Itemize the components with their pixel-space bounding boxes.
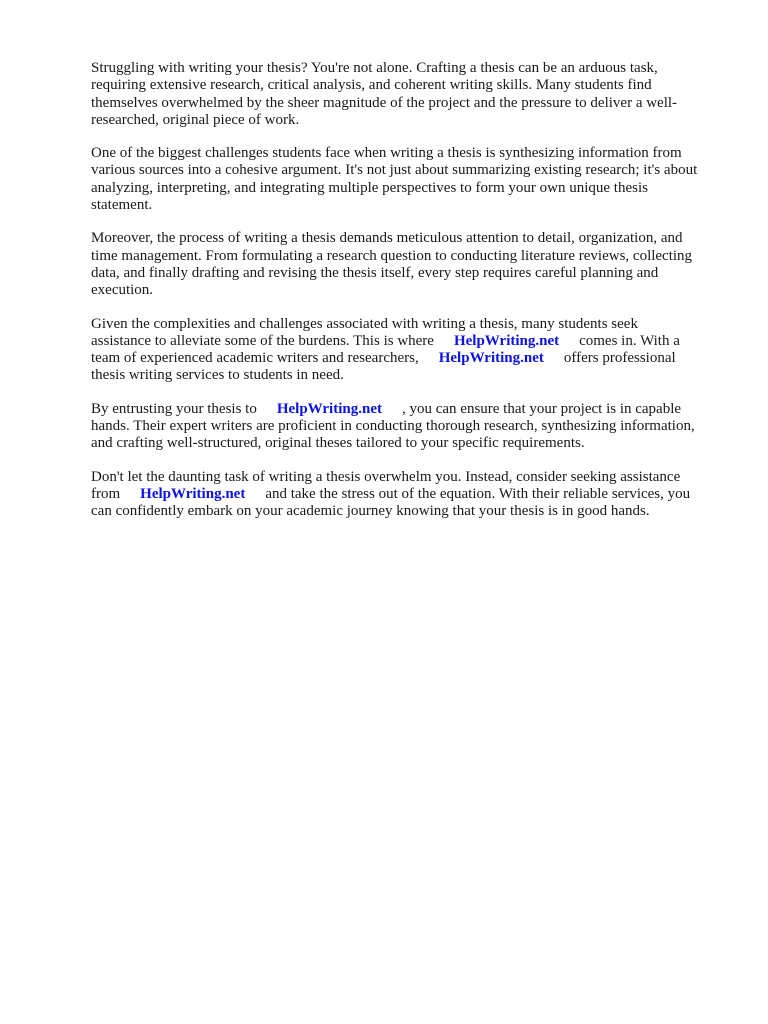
text-line: can confidently embark on your academic journey knowing that your thesis is in good hands. <box>91 503 650 520</box>
paragraph-solution <box>91 316 731 385</box>
helpwriting-link[interactable]: HelpWriting.net <box>276 400 382 417</box>
text-line <box>91 486 731 503</box>
text-line <box>91 333 731 350</box>
text-line <box>91 350 731 367</box>
text-line: hands. Their expert writers are proficient in conducting thorough research, synthesizing information, <box>91 418 695 435</box>
text-line: execution. <box>91 282 154 299</box>
paragraph-intro <box>91 60 731 129</box>
helpwriting-link[interactable]: HelpWriting.net <box>140 485 246 502</box>
paragraph-closing <box>91 469 731 521</box>
helpwriting-link[interactable]: HelpWriting.net <box>438 350 544 367</box>
text-segment: offers professional <box>563 350 676 367</box>
text-line: Given the complexities and challenges associated with writing a thesis, many students seek <box>91 315 638 332</box>
text-segment: assistance to alleviate some of the burdens. This is where <box>91 332 434 349</box>
text-segment: comes in. With a <box>579 332 680 349</box>
document-page <box>91 60 731 537</box>
paragraph-process <box>91 230 731 299</box>
text-segment: , you can ensure that your project is in capable <box>401 400 682 417</box>
text-segment: team of experienced academic writers and researchers, <box>91 350 419 367</box>
text-line: analyzing, interpreting, and integrating multiple perspectives to form your own unique thesis <box>91 179 648 196</box>
text-line: Moreover, the process of writing a thesis demands meticulous attention to detail, organization, and <box>91 230 683 247</box>
text-line: Don't let the daunting task of writing a thesis overwhelm you. Instead, consider seeking assistance <box>91 468 681 485</box>
text-line: researched, original piece of work. <box>91 111 300 128</box>
text-line: various sources into a cohesive argument. It's not just about summarizing existing research; it's about <box>91 162 698 179</box>
paragraph-challenges <box>91 145 731 214</box>
text-segment: By entrusting your thesis to <box>91 400 257 417</box>
text-segment: from <box>91 485 121 502</box>
text-line: requiring extensive research, critical analysis, and coherent writing skills. Many students find <box>91 77 652 94</box>
text-line <box>91 401 731 418</box>
text-line: data, and finally drafting and revising the thesis itself, every step requires careful planning and <box>91 264 659 281</box>
text-line: Struggling with writing your thesis? You're not alone. Crafting a thesis can be an arduous task, <box>91 60 658 76</box>
text-line: One of the biggest challenges students face when writing a thesis is synthesizing information from <box>91 145 682 162</box>
text-line: themselves overwhelmed by the sheer magnitude of the project and the pressure to deliver a well- <box>91 94 678 111</box>
text-line: statement. <box>91 197 153 214</box>
text-line: and crafting well-structured, original theses tailored to your specific requirements. <box>91 435 585 452</box>
text-line: time management. From formulating a research question to conducting literature reviews, collecting <box>91 247 693 264</box>
paragraph-entrusting <box>91 401 731 453</box>
helpwriting-link[interactable]: HelpWriting.net <box>453 332 560 349</box>
text-segment: and take the stress out of the equation. With their reliable services, you <box>265 485 691 502</box>
text-line: thesis writing services to students in need. <box>91 367 344 384</box>
